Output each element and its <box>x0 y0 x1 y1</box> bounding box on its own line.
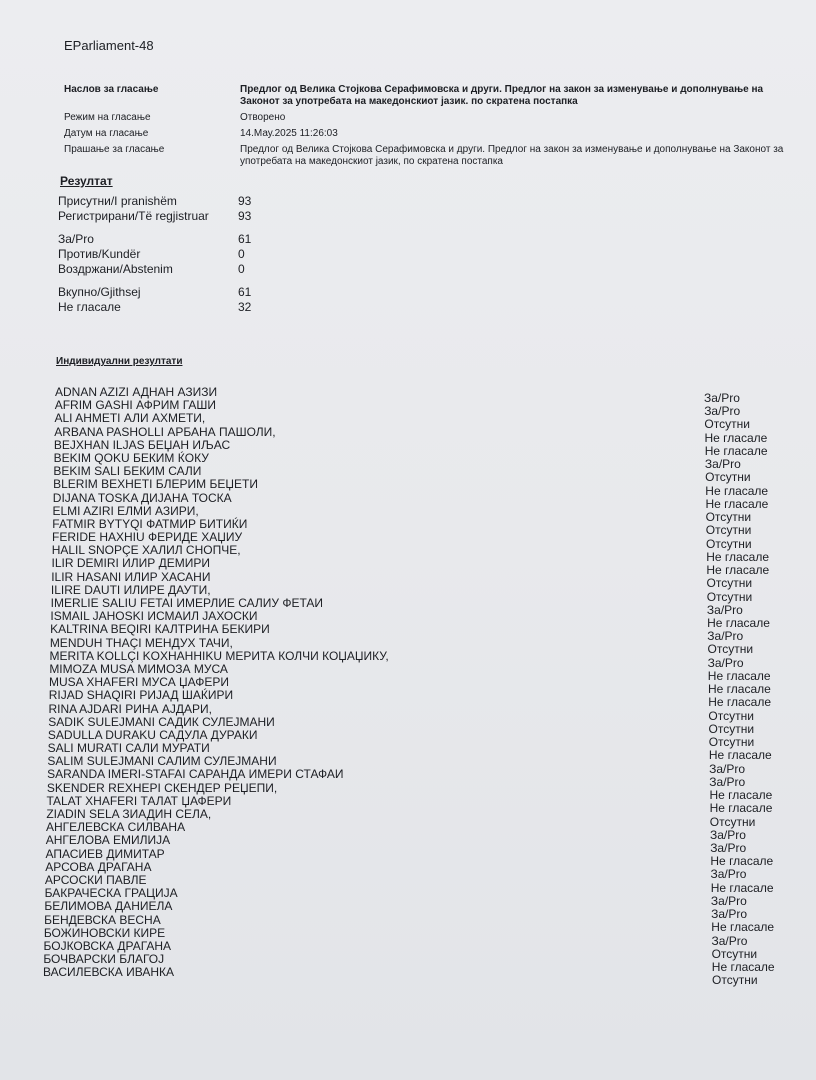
member-vote: Не гласале <box>710 854 774 869</box>
member-vote: Не гласале <box>707 668 771 683</box>
results-heading: Резултат <box>60 174 113 188</box>
member-name: ADNAN AZIZI АДНАН АЗИЗИ <box>55 385 218 399</box>
member-name: SKENDER REXHEPI СКЕНДЕР РЕЏЕПИ, <box>46 780 278 795</box>
result-row <box>58 285 318 300</box>
member-name: БАКРАЧЕСКА ГРАЦИЈА <box>44 886 178 901</box>
member-name: BEKIM QOKU БЕКИМ ЌОКУ <box>53 450 209 465</box>
member-vote: За/Pro <box>710 867 747 882</box>
spacer <box>58 277 318 285</box>
result-label: За/Pro <box>58 232 94 246</box>
member-vote: Не гласале <box>706 549 769 564</box>
member-name: SARANDA IMERI-STAFAI САРАНДА ИМЕРИ СТАФАИ <box>47 767 344 782</box>
member-name: ILIR DEMIRI ИЛИР ДЕМИРИ <box>51 556 211 571</box>
member-name: БЕНДЕВСКА ВЕСНА <box>44 912 161 927</box>
meta-value: 14.Мау.2025 11:26:03 <box>240 128 338 139</box>
result-row <box>58 209 318 224</box>
member-name: БОЧВАРСКИ БЛАГОЈ <box>43 952 165 967</box>
member-vote: Отсутни <box>705 510 752 525</box>
member-vote: За/Pro <box>709 761 746 776</box>
member-vote: Отсутни <box>708 708 754 723</box>
member-name: ZIADIN SELA ЗИАДИН СЕЛА, <box>46 807 212 821</box>
vote-row <box>43 965 792 988</box>
member-name: RIJAD SHAQIRI РИЈАД ШАЌИРИ <box>48 688 234 703</box>
meta-value: Предлог од Велика Стојкова Серафимовска и други. Предлог на закон за изменување и дополнување на Законот за употребата на македонскиот јазик. по скратена постапка <box>240 84 764 107</box>
results-summary <box>58 194 318 315</box>
member-name: RINA AJDARI РИНА АЈДАРИ, <box>48 701 212 716</box>
member-name: ALI AHMETI АЛИ АХМЕТИ, <box>54 411 206 426</box>
member-vote: Отсутни <box>708 721 755 736</box>
member-name: БОЖИНОВСКИ КИРЕ <box>43 925 166 940</box>
member-name: ELMI AZIRI ЕЛМИ АЗИРИ, <box>52 503 199 518</box>
member-vote: За/Pro <box>706 602 743 617</box>
individual-results-heading: Индивидуални резултати <box>56 356 183 367</box>
result-label: Регистрирани/Të regjistruar <box>58 209 209 223</box>
member-name: БЕЛИМОВА ДАНИЕЛА <box>44 899 173 914</box>
member-name: АНГЕЛОВА ЕМИЛИЈА <box>45 833 171 848</box>
member-vote: За/Pro <box>711 907 748 922</box>
member-name: MERITA KOLLÇI KOXHAHHIKU МЕРИТА КОЛЧИ КОЏАЏИКУ, <box>49 648 389 663</box>
meta-label: Наслов за гласање <box>64 84 159 95</box>
meta-row-question <box>64 144 784 168</box>
member-vote: Отсутни <box>705 523 752 538</box>
result-value: 61 <box>238 232 252 246</box>
member-name: SALIM SULEJMANI САЛИМ СУЛЕЈМАНИ <box>47 754 277 769</box>
member-vote: Отсутни <box>704 417 750 432</box>
member-name: MIMOZA MUSA МИМОЗА МУСА <box>49 661 228 676</box>
member-vote: Отсутни <box>709 814 756 829</box>
meta-label: Прашање за гласање <box>64 144 165 155</box>
meta-value: Предлог од Велика Стојкова Серафимовска и други. Предлог на закон за изменување и дополнување на Законот за употребата на македонскиот јазик, по скратена постапка <box>240 144 784 167</box>
member-name: BEJXHAN ILJAS БЕЏАН ИЉАС <box>53 437 231 452</box>
result-row <box>58 247 318 262</box>
member-vote: Отсутни <box>706 576 753 591</box>
member-vote: За/Pro <box>711 933 748 948</box>
result-label: Воздржани/Abstenim <box>58 262 173 276</box>
member-vote: Не гласале <box>704 443 768 458</box>
result-row <box>58 300 318 315</box>
member-vote: Отсутни <box>708 735 755 750</box>
result-label: Против/Kundër <box>58 247 141 261</box>
member-name: ISMAIL JAHOSKI ИСМАИЛ ЈАХОСКИ <box>50 609 258 624</box>
member-vote: За/Pro <box>710 893 747 908</box>
result-value: 32 <box>238 300 252 314</box>
result-label: Присутни/I pranishëm <box>58 194 177 208</box>
member-vote: Не гласале <box>709 788 773 803</box>
member-name: SADIK SULEJMANI САДИК СУЛЕЈМАНИ <box>48 714 275 729</box>
member-vote: Отсутни <box>712 973 758 988</box>
member-vote: Не гласале <box>708 682 771 697</box>
member-vote: За/Pro <box>710 827 746 842</box>
member-vote: Не гласале <box>705 496 769 511</box>
member-vote: За/Pro <box>709 774 746 789</box>
member-vote: За/Pro <box>704 391 740 405</box>
member-name: БОЈКОВСКА ДРАГАНА <box>43 938 172 953</box>
member-name: IMERLIE SALIU FETAI ИМЕРЛИЕ САЛИУ ФЕТАИ <box>50 596 324 610</box>
member-vote: За/Pro <box>707 629 744 644</box>
result-value: 93 <box>238 209 252 223</box>
member-vote: Не гласале <box>708 748 772 763</box>
meta-row-mode <box>64 112 784 124</box>
member-name: AFRIM GASHI АФРИМ ГАШИ <box>54 398 217 413</box>
member-vote: Не гласале <box>704 430 768 445</box>
member-name: DIJANA TOSKA ДИЈАНА ТОСКА <box>52 490 232 505</box>
member-name: MUSA XHAFERI МУСА ЏАФЕРИ <box>49 675 230 690</box>
vote-metadata <box>64 84 784 172</box>
member-name: MENDUH THAÇI МЕНДУХ ТАЧИ, <box>49 635 233 650</box>
member-name: SALI MURATI САЛИ МУРАТИ <box>47 741 210 756</box>
meta-label: Режим на гласање <box>64 112 151 123</box>
member-name: KALTRINA BEQIRI КАЛТРИНА БЕКИРИ <box>50 622 270 637</box>
member-vote: Не гласале <box>707 615 770 630</box>
member-vote: Не гласале <box>705 483 769 498</box>
member-name: BLERIM BEXHETI БЛЕРИМ БЕЏЕТИ <box>53 477 258 492</box>
result-row <box>58 194 318 209</box>
member-vote: Не гласале <box>709 801 773 816</box>
member-vote: Не гласале <box>711 960 775 975</box>
member-name: АРСОВА ДРАГАНА <box>45 859 152 874</box>
member-name: FATMIR BYTYQI ФАТМИР БИТИЌИ <box>52 516 248 531</box>
result-value: 0 <box>238 262 245 276</box>
member-name: HALIL SNOPÇE ХАЛИЛ СНОПЧЕ, <box>51 543 241 558</box>
result-label: Вкупно/Gjithsej <box>58 285 141 299</box>
result-row <box>58 262 318 277</box>
document-header: EParliament-48 <box>64 38 154 53</box>
member-name: ВАСИЛЕВСКА ИВАНКА <box>43 965 175 980</box>
member-name: ILIRE DAUTI ИЛИРЕ ДАУТИ, <box>50 582 211 597</box>
meta-row-title <box>64 84 784 108</box>
member-vote: Отсутни <box>711 946 758 961</box>
member-name: ARBANA PASHOLLI АРБАНА ПАШОЛИ, <box>54 424 276 439</box>
result-row <box>58 232 318 247</box>
member-vote: Отсутни <box>706 589 753 604</box>
member-name: АПАСИЕВ ДИМИТАР <box>45 846 165 861</box>
member-vote: Не гласале <box>710 880 774 895</box>
member-vote: За/Pro <box>704 457 741 472</box>
result-value: 0 <box>238 247 245 261</box>
meta-row-date <box>64 128 784 140</box>
member-vote: Отсутни <box>707 642 754 657</box>
member-name: BEKIM SALI БЕКИМ САЛИ <box>53 464 202 479</box>
member-name: SADULLA DURAKU САДУЛА ДУРАКИ <box>47 727 258 742</box>
meta-label: Датум на гласање <box>64 128 149 139</box>
spacer <box>58 224 318 232</box>
member-vote: За/Pro <box>707 655 744 670</box>
member-vote: Не гласале <box>708 695 771 710</box>
member-name: АРСОСКИ ПАВЛЕ <box>44 872 147 887</box>
result-value: 93 <box>238 194 252 208</box>
member-vote: Отсутни <box>706 536 752 551</box>
member-name: АНГЕЛЕВСКА СИЛВАНА <box>46 820 186 835</box>
member-vote: Не гласале <box>706 563 770 578</box>
member-vote: За/Pro <box>710 840 747 855</box>
member-vote: За/Pro <box>704 404 741 419</box>
member-name: FERIDE HAXHIU ФЕРИДЕ ХАЏИУ <box>52 530 243 545</box>
meta-value: Отворено <box>240 112 286 123</box>
result-value: 61 <box>238 285 252 299</box>
member-name: TALAT XHAFERI ТАЛАТ ЏАФЕРИ <box>46 793 232 808</box>
individual-results-list <box>43 385 792 988</box>
member-vote: Отсутни <box>705 470 751 485</box>
member-vote: Не гласале <box>711 920 775 935</box>
result-label: Не гласале <box>58 300 121 314</box>
member-name: ILIR HASANI ИЛИР ХАСАНИ <box>51 569 211 584</box>
